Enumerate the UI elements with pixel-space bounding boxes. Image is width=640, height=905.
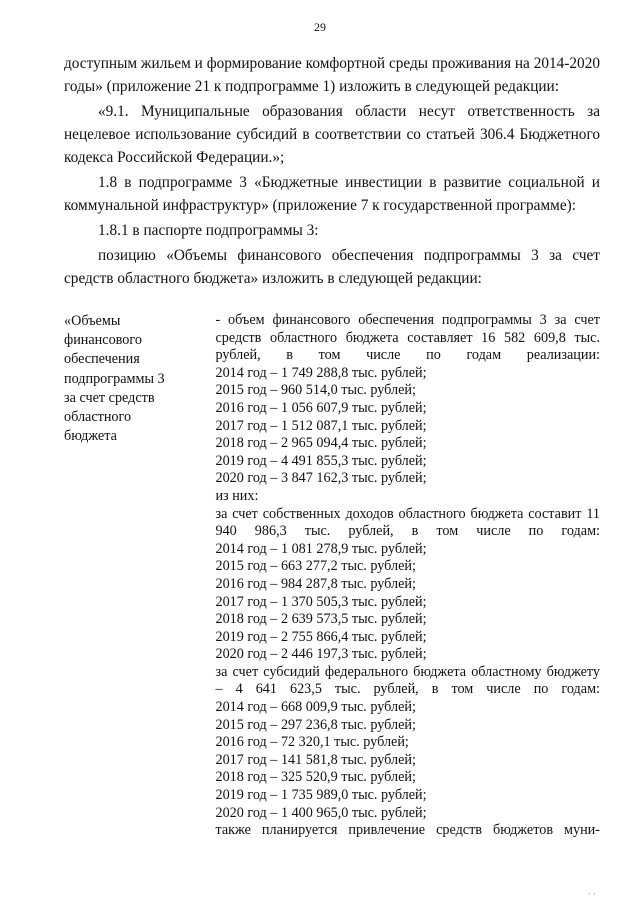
own-year-line: 2016 год – 984 287,8 тыс. рублей;: [215, 575, 416, 592]
total-year-line: 2017 год – 1 512 087,1 тыс. рублей;: [215, 417, 427, 434]
label-line: «Объемы: [64, 313, 121, 329]
own-revenue-intro: за счет собственных доходов областного бюджета составит 11 940 986,3 тыс. рублей, в том числе по годам:: [215, 505, 600, 540]
own-year-line: 2019 год – 2 755 866,4 тыс. рублей;: [215, 628, 427, 645]
funding-value-cell: [215, 312, 600, 840]
total-year-line: 2018 год – 2 965 094,4 тыс. рублей;: [215, 435, 427, 452]
funding-label-cell: [64, 312, 203, 840]
funding-table: [64, 312, 600, 840]
total-year-line: 2019 год – 4 491 855,3 тыс. рублей;: [215, 452, 427, 469]
federal-year-line: 2016 год – 72 320,1 тыс. рублей;: [215, 734, 409, 751]
total-year-line: 2015 год – 960 514,0 тыс. рублей;: [215, 382, 416, 399]
label-line: за счет средств: [64, 389, 155, 406]
page-number: 29: [314, 20, 326, 34]
total-intro: - объем финансового обеспечения подпрограммы 3 за счет средств областного бюджета составляет 16 582 609,8 тыс. рублей, в том числе по годам реализации:: [215, 312, 600, 364]
scan-speck: · ·: [587, 889, 596, 899]
own-year-line: 2018 год – 2 639 573,5 тыс. рублей;: [215, 611, 427, 628]
own-year-line: 2014 год – 1 081 278,9 тыс. рублей;: [215, 540, 427, 557]
paragraph-item-1-8-1: 1.8.1 в паспорте подпрограммы 3:: [98, 222, 319, 239]
federal-year-line: 2019 год – 1 735 989,0 тыс. рублей;: [215, 787, 427, 804]
paragraph-continuation: доступным жильем и формирование комфортной среды проживания на 2014-2020 годы» (приложение 21 к подпрограмме 1) изложить в следующей редакции:: [64, 55, 600, 95]
paragraph-quote-9-1: «9.1. Муниципальные образования области несут ответственность за нецелевое использование субсидий в соответствии со статьей 306.4 Бюджетного кодекса Российской Федерации.»;: [64, 103, 600, 166]
own-year-line: 2020 год – 2 446 197,3 тыс. рублей;: [215, 646, 427, 663]
federal-year-line: 2020 год – 1 400 965,0 тыс. рублей;: [215, 804, 427, 821]
federal-year-line: 2018 год – 325 520,9 тыс. рублей;: [215, 769, 416, 786]
of-them-label: из них:: [215, 487, 259, 504]
municipal-budget-note: также планируется привлечение средств бюджетов муни-: [215, 822, 600, 839]
label-line: обеспечения: [64, 351, 140, 368]
label-line: областного: [64, 409, 132, 426]
own-year-line: 2015 год – 663 277,2 тыс. рублей;: [215, 558, 416, 575]
paragraph-item-1-8: 1.8 в подпрограмме 3 «Бюджетные инвестиции в развитие социальной и коммунальной инфраструктур» (приложение 7 к государственной программе):: [64, 174, 600, 214]
total-year-line: 2016 год – 1 056 607,9 тыс. рублей;: [215, 399, 427, 416]
label-line: финансового: [64, 332, 142, 349]
total-year-line: 2014 год – 1 749 288,8 тыс. рублей;: [215, 364, 427, 381]
document-body: [64, 52, 600, 290]
federal-year-line: 2017 год – 141 581,8 тыс. рублей;: [215, 751, 416, 768]
paragraph-position: позицию «Объемы финансового обеспечения подпрограммы 3 за счет средств областного бюджета» изложить в следующей редакции:: [64, 247, 600, 287]
label-line: подпрограммы 3: [64, 370, 165, 387]
federal-subsidy-intro: за счет субсидий федерального бюджета областному бюджету – 4 641 623,5 тыс. рублей, в том числе по годам:: [215, 663, 600, 698]
federal-year-line: 2015 год – 297 236,8 тыс. рублей;: [215, 716, 416, 733]
own-year-line: 2017 год – 1 370 505,3 тыс. рублей;: [215, 593, 427, 610]
federal-year-line: 2014 год – 668 009,9 тыс. рублей;: [215, 699, 416, 716]
total-year-line: 2020 год – 3 847 162,3 тыс. рублей;: [215, 470, 427, 487]
label-line: бюджета: [64, 428, 117, 445]
